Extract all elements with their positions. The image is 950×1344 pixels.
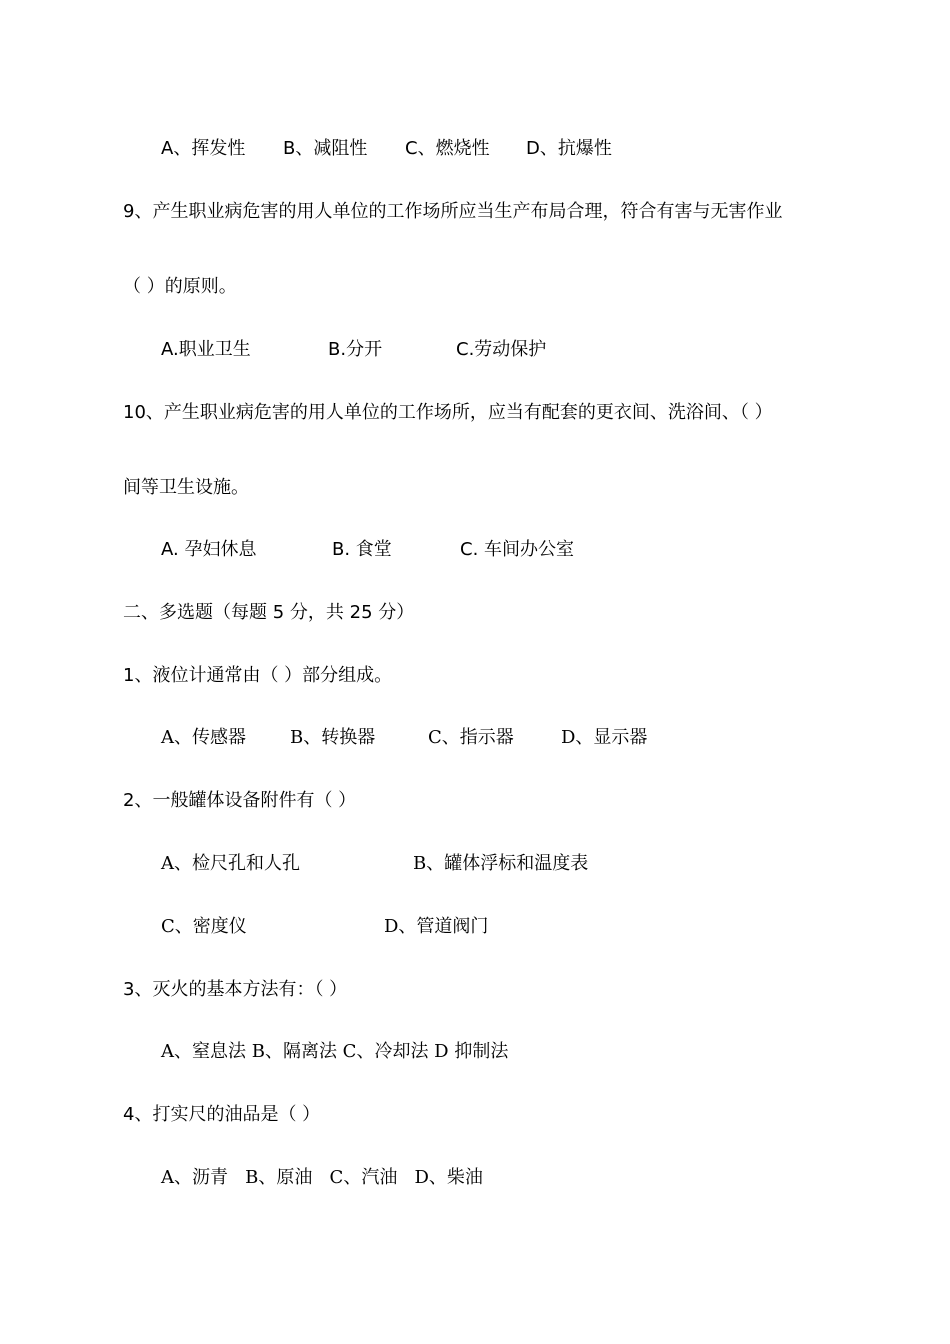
- mc-q2-option-a: A、检尺孔和人孔: [161, 853, 300, 874]
- q9-options: [161, 338, 581, 362]
- mc-q3-text: 3、灭火的基本方法有：（ ）: [123, 979, 348, 1000]
- q10-text-line1: 10、产生职业病危害的用人单位的工作场所，应当有配套的更衣间、洗浴间、（ ）: [123, 402, 773, 423]
- q10-option-a: A. 孕妇休息: [161, 539, 257, 560]
- section-heading: 二、多选题（每题 5 分，共 25 分）: [123, 602, 415, 623]
- mc-q1-option-d: D、显示器: [561, 727, 648, 748]
- q9-option-a: A.职业卫生: [161, 339, 251, 360]
- q10-text-line2: 间等卫生设施。: [123, 477, 249, 498]
- q9-text-line1: 9、产生职业病危害的用人单位的工作场所应当生产布局合理，符合有害与无害作业: [123, 201, 783, 222]
- mc-q1-text: 1、液位计通常由（ ）部分组成。: [123, 665, 393, 686]
- q10-option-c: C. 车间办公室: [460, 539, 575, 560]
- mc-q2-text: 2、一般罐体设备附件有（ ）: [123, 790, 357, 811]
- mc-q1-option-b: B、转换器: [290, 727, 376, 748]
- q10-options: [161, 538, 601, 562]
- mc-q2-option-b: B、罐体浮标和温度表: [413, 853, 589, 874]
- option-a: A、挥发性: [161, 138, 246, 159]
- mc-q4-text: 4、打实尺的油品是（ ）: [123, 1104, 321, 1125]
- q10-option-b: B. 食堂: [332, 539, 392, 560]
- prev-question-options: [161, 137, 641, 161]
- option-d: D、抗爆性: [526, 138, 612, 159]
- q9-option-c: C.劳动保护: [456, 339, 547, 360]
- mc-q2-options-row1: [161, 852, 621, 876]
- option-c: C、燃烧性: [405, 138, 490, 159]
- q9-option-b: B.分开: [328, 339, 383, 360]
- mc-q1-option-c: C、指示器: [428, 727, 514, 748]
- mc-q1-option-a: A、传感器: [161, 727, 246, 748]
- mc-q3-options: A、窒息法 B、隔离法 C、冷却法 D 抑制法: [161, 1041, 509, 1062]
- mc-q2-option-d: D、管道阀门: [384, 916, 489, 937]
- mc-q2-option-c: C、密度仪: [161, 916, 247, 937]
- option-b: B、减阻性: [283, 138, 368, 159]
- mc-q4-options: A、沥青 B、原油 C、汽油 D、柴油: [161, 1167, 483, 1188]
- mc-q2-options-row2: [161, 915, 561, 939]
- mc-q1-options: [161, 726, 661, 750]
- q9-text-line2: （ ）的原则。: [123, 276, 237, 297]
